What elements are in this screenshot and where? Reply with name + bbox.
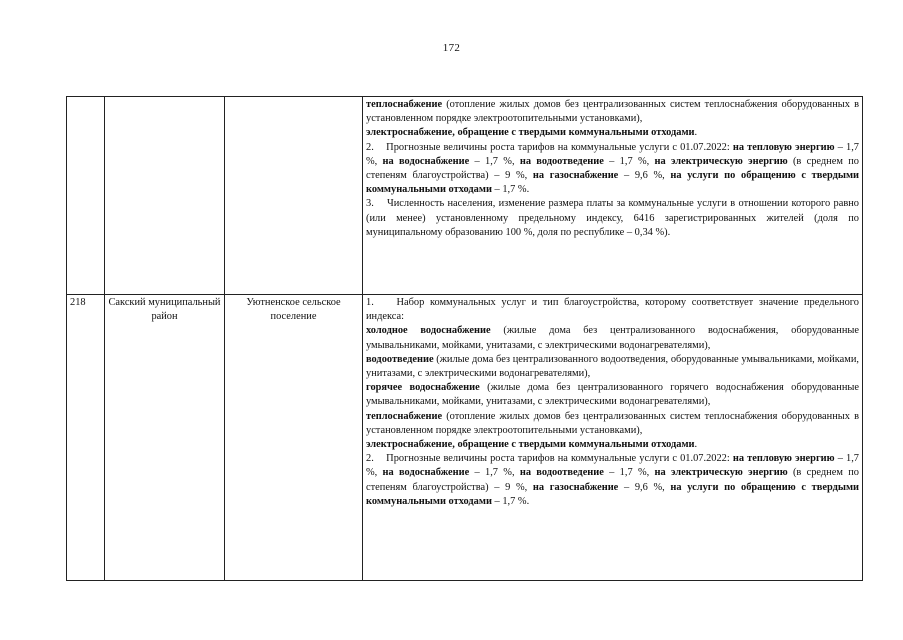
- heat-supply-text: (отопление жилых домов без централизованных систем теплоснабжения оборудованных в установленном порядке электроотопительными установками),: [366, 99, 859, 125]
- drainage-label: на водоотведение: [519, 155, 604, 167]
- cold-water-paragraph: [366, 324, 859, 352]
- population-paragraph: 3. Численность населения, изменение размера платы за коммунальные услуги в отношении которого равно (или менее) установленному предельному индексу, 6416 зарегистрированных жителей (доля по муниципальному образованию 100 %, доля по республике – 0,34 %).: [366, 198, 859, 238]
- water-supply-value: – 1,7 %,: [469, 467, 520, 479]
- heat-supply-text: (отопление жилых домов без централизованных систем теплоснабжения оборудованных в установленном порядке электроотопительными установками),: [366, 410, 859, 436]
- heat-energy-label: на тепловую энергию: [732, 453, 835, 465]
- heat-energy-value: – 1,7 %,: [366, 141, 859, 167]
- hot-water-text: (жилые дома без централизованного горячего водоснабжения оборудованные умывальниками, мойками, унитазами, с электрическими водонагревателями),: [366, 382, 859, 408]
- electro-paragraph: электроснабжение, обращение с твердыми коммунальными отходами.: [366, 127, 698, 139]
- district-cell: [105, 97, 225, 295]
- drainage-value: – 1,7 %,: [603, 155, 655, 167]
- row-number-cell: [67, 97, 105, 295]
- heat-energy-label: на тепловую энергию: [732, 141, 835, 153]
- tariff-table: [66, 96, 863, 581]
- gas-supply-value: – 9,6 %,: [618, 170, 671, 182]
- hot-water-label: горячее водоснабжение: [366, 382, 480, 394]
- table-row: [67, 295, 863, 581]
- drainage-tariff-label: на водоотведение: [519, 467, 604, 479]
- drainage-text: (жилые дома без централизованного водоотведения, оборудованные умывальниками, мойками, унитазами, с электрическими водонагревателями),: [366, 353, 859, 380]
- heat-supply-paragraph: [366, 98, 859, 126]
- electric-energy-label: на электрическую энергию: [654, 467, 788, 479]
- settlement-cell: [225, 97, 363, 295]
- tariff-lead: 2. Прогнозные величины роста тарифов на коммунальные услуги с 01.07.2022:: [366, 453, 730, 465]
- electro-label: электроснабжение, обращение с твердыми коммунальными отходами: [366, 127, 695, 139]
- drainage-label: водоотведение: [366, 353, 434, 365]
- table-row: [67, 97, 863, 295]
- water-supply-value: – 1,7 %,: [469, 155, 520, 167]
- heat-energy-value: – 1,7 %,: [366, 453, 859, 479]
- description-cell: [363, 295, 863, 581]
- electric-energy-value: (в среднем по степеням благоустройства) – 9 %,: [366, 467, 859, 493]
- waste-value: – 1,7 %.: [491, 184, 530, 196]
- water-supply-label: на водоснабжение: [382, 467, 470, 479]
- waste-label: на услуги по обращению с твердыми коммунальными отходами: [366, 481, 860, 507]
- tariff-forecast-paragraph: [366, 141, 859, 198]
- electric-energy-value: (в среднем по степеням благоустройства) – 9 %,: [366, 155, 859, 182]
- page-number: 172: [442, 42, 461, 54]
- electric-energy-label: на электрическую энергию: [654, 155, 788, 167]
- heat-supply-paragraph: [366, 410, 859, 438]
- row-number-cell: 218: [67, 295, 105, 581]
- gas-supply-value: – 9,6 %,: [618, 481, 671, 493]
- tariff-lead: 2. Прогнозные величины роста тарифов на коммунальные услуги с 01.07.2022:: [366, 141, 730, 153]
- drainage-tariff-value: – 1,7 %,: [603, 467, 655, 479]
- services-set-paragraph: 1. Набор коммунальных услуг и тип благоустройства, которому соответствует значение предельного индекса:: [366, 297, 859, 323]
- cold-water-label: холодное водоснабжение: [366, 325, 491, 337]
- tariff-forecast-paragraph: [366, 452, 859, 509]
- heat-supply-label: теплоснабжение: [366, 410, 443, 422]
- drainage-paragraph: [366, 353, 859, 381]
- gas-supply-label: на газоснабжение: [532, 481, 619, 493]
- cold-water-text: (жилые дома без централизованного водоснабжения, оборудованные умывальниками, мойками, унитазами, с электрическими водонагревателями),: [366, 325, 859, 351]
- district-cell: Сакский муниципальный район: [105, 295, 225, 581]
- electro-label: электроснабжение, обращение с твердыми коммунальными отходами: [366, 439, 695, 451]
- water-supply-label: на водоснабжение: [382, 155, 470, 167]
- hot-water-paragraph: [366, 381, 859, 409]
- gas-supply-label: на газоснабжение: [532, 170, 619, 182]
- electro-paragraph: электроснабжение, обращение с твердыми коммунальными отходами.: [366, 439, 698, 451]
- waste-label: на услуги по обращению с твердыми коммунальными отходами: [366, 170, 860, 196]
- description-cell: [363, 97, 863, 295]
- heat-supply-label: теплоснабжение: [366, 99, 443, 110]
- settlement-cell: Уютненское сельское поселение: [225, 295, 363, 581]
- waste-value: – 1,7 %.: [491, 495, 530, 507]
